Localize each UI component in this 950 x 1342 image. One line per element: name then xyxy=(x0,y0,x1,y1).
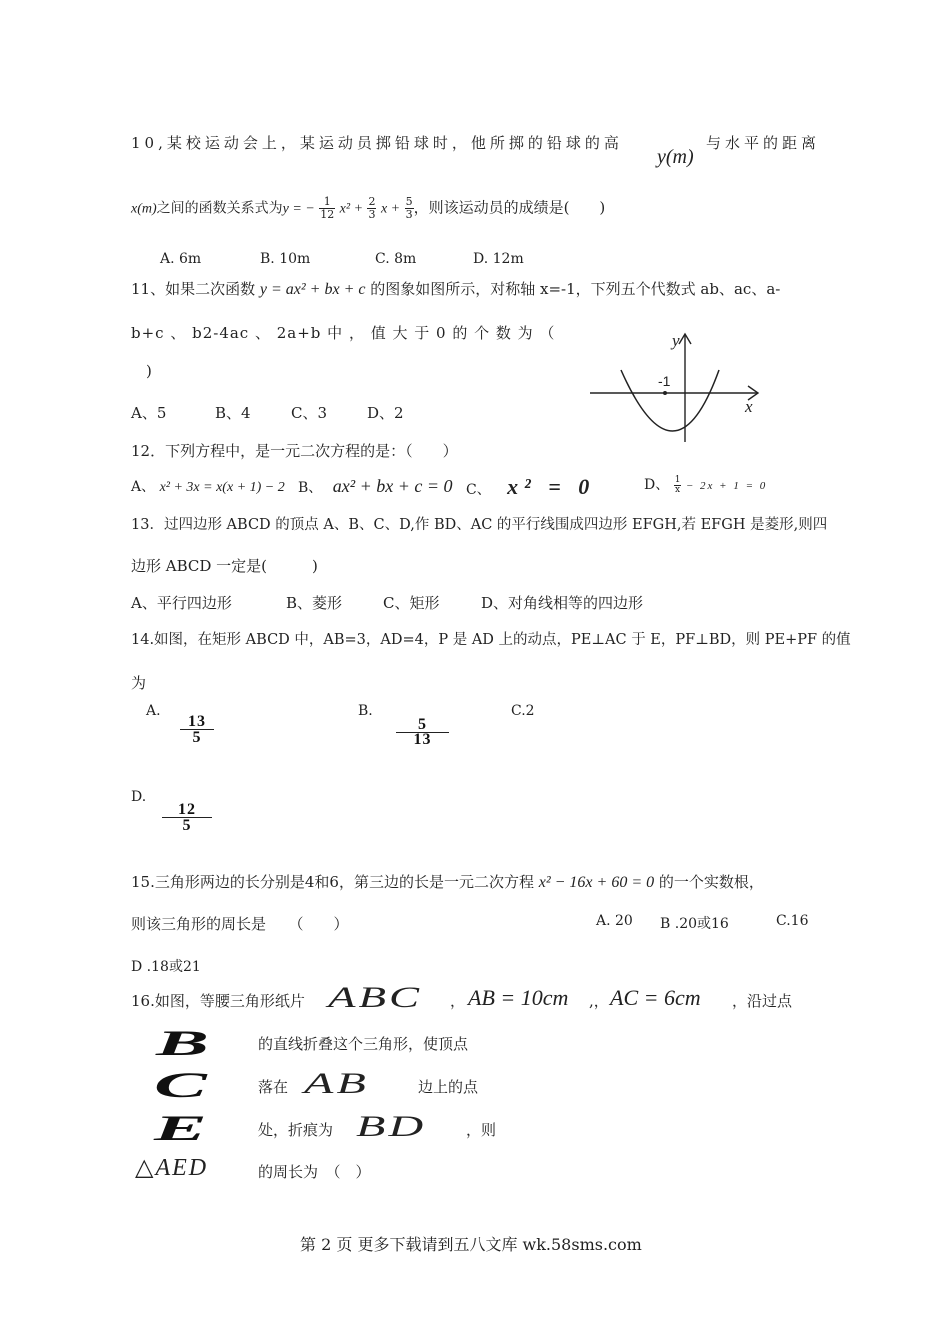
q16-text-b: ，沿过点 xyxy=(732,992,793,1010)
q10-x-variable: x(m) xyxy=(131,201,157,217)
q15-line1 xyxy=(131,871,764,892)
q15-option-d: D .18或21 xyxy=(131,959,201,975)
q12-line1: 12．下列方程中，是一元二次方程的是：（ ） xyxy=(131,442,458,460)
q16-triangle-abc: ABC xyxy=(328,981,423,1014)
q16-text-5: 的周长为 （ ） xyxy=(258,1163,371,1181)
q15-option-c: C.16 xyxy=(776,913,809,929)
q10-y-variable: y(m) xyxy=(657,146,694,168)
q12-d-label: D、 xyxy=(644,477,670,493)
q16-point-b: B xyxy=(156,1023,209,1063)
q13-option-d: D、对角线相等的四边形 xyxy=(481,594,644,612)
parabola-graph xyxy=(588,332,768,444)
q15-text-b: 的一个实数根， xyxy=(658,873,764,891)
symmetry-point xyxy=(663,391,667,395)
q16-text-4b: ，则 xyxy=(466,1121,497,1139)
q10-fraction-1: $\frac{1}{12}$ xyxy=(320,195,335,221)
q12-b-label: B、 xyxy=(298,480,323,496)
q16-point-c: C xyxy=(154,1065,207,1105)
q11-line2: b+c 、 b2-4ac 、 2a+b 中 ， 值 大 于 0 的 个 数 为 （ xyxy=(131,324,556,342)
q12-d-fraction: $\frac{1}{x}$ xyxy=(674,474,681,495)
q16-sep2: ,， xyxy=(589,992,609,1010)
q10-line1 xyxy=(131,132,623,153)
q16-text-2: 的直线折叠这个三角形，使顶点 xyxy=(258,1035,469,1053)
q11-text-a: 11、如果二次函数 xyxy=(131,280,256,298)
q14-option-d-fraction: $\frac{12}{5}$ xyxy=(162,802,212,833)
q13-option-b: B、菱形 xyxy=(286,594,343,612)
page-footer: 第 2 页 更多下载请到五八文库 wk.58sms.com xyxy=(300,1235,642,1254)
q15-equation: x² − 16x + 60 = 0 xyxy=(538,874,655,891)
q16-ac-equation: AC = 6cm xyxy=(610,985,701,1010)
q14-option-b-label: B. xyxy=(358,703,373,719)
q14-option-a-fraction: $\frac{13}{5}$ xyxy=(180,714,214,745)
q16-point-e: E xyxy=(154,1108,207,1148)
q15-line2: 则该三角形的周长是 （ ） xyxy=(131,915,349,933)
q10-fraction-3: $\frac{5}{3}$ xyxy=(405,195,413,221)
q12-options-d xyxy=(644,474,767,495)
q12-a-label: A、 xyxy=(131,479,156,495)
q14-option-d-label: D. xyxy=(131,789,147,805)
q14-line1: 14.如图，在矩形 ABCD 中，AB=3，AD=4，P 是 AD 上的动点，PE⊥AC 于 E，PF⊥BD，则 PE+PF 的值 xyxy=(131,632,851,648)
y-label: y xyxy=(672,332,680,350)
q16-text-4a: 处，折痕为 xyxy=(258,1121,334,1139)
q16-text-a: 16.如图，等腰三角形纸片 xyxy=(131,992,305,1010)
q11-line3: ) xyxy=(146,362,152,380)
q12-c-equation: x² = 0 xyxy=(507,474,596,499)
q12-options-a xyxy=(131,476,285,496)
q12-c-label: C、 xyxy=(466,482,491,498)
q10-eq-mid1: x² + xyxy=(339,201,364,217)
q16-ab-equation: AB = 10cm xyxy=(468,985,569,1010)
q11-option-c: C、3 xyxy=(291,404,328,422)
q11-option-a: A、5 xyxy=(131,404,167,422)
q16-text-3a: 落在 xyxy=(258,1078,289,1096)
q10-fraction-2: $\frac{2}{3}$ xyxy=(368,195,376,221)
q13-option-c: C、矩形 xyxy=(383,594,440,612)
q16-triangle-aed: △AED xyxy=(135,1155,209,1181)
q15-text-a: 15.三角形两边的长分别是4和6，第三边的长是一元二次方程 xyxy=(131,873,534,891)
q14-option-b-fraction: $\frac{5}{13}$ xyxy=(396,718,449,747)
q10-option-a: A. 6m xyxy=(160,251,202,267)
q13-option-a: A、平行四边形 xyxy=(131,594,232,612)
q16-text-3b: 边上的点 xyxy=(418,1078,479,1096)
q15-option-b: B .20或16 xyxy=(660,916,729,932)
q10-line2 xyxy=(131,196,605,221)
q11-option-b: B、4 xyxy=(215,404,251,422)
q10-line2-b: ，则该运动员的成绩是( ) xyxy=(413,198,606,217)
q10-option-d: D. 12m xyxy=(473,251,524,267)
q11-text-b: 的图象如图所示，对称轴 x=-1，下列五个代数式 ab、ac、a- xyxy=(370,280,781,298)
mark-label: -1 xyxy=(658,373,671,389)
q14-option-a-label: A. xyxy=(146,703,161,719)
q11-equation: y = ax² + bx + c xyxy=(259,281,366,298)
q16-fold-bd: BD xyxy=(356,1110,427,1143)
q16-segment-ab: AB xyxy=(304,1067,370,1100)
q15-option-a: A. 20 xyxy=(596,913,633,929)
q11-line1 xyxy=(131,278,780,299)
x-label: x xyxy=(745,397,753,416)
q10-text-a: 10,某校运动会上，某运动员掷铅球时，他所掷的铅球的高 xyxy=(131,134,623,152)
q11-option-d: D、2 xyxy=(367,404,404,422)
q12-d-equation: − 2x + 1 = 0 xyxy=(685,480,768,492)
q13-line1: 13．过四边形 ABCD 的顶点 A、B、C、D,作 BD、AC 的平行线围成四边形 EFGH,若 EFGH 是菱形,则四 xyxy=(131,517,828,533)
q14-option-c: C.2 xyxy=(511,703,535,719)
q10-line2-a: 之间的函数关系式为 xyxy=(156,200,283,217)
q10-eq-lhs: y = − xyxy=(282,201,315,217)
q10-option-c: C. 8m xyxy=(375,251,417,267)
q12-options-b xyxy=(298,476,453,497)
q12-a-equation: x² + 3x = x(x + 1) − 2 xyxy=(159,480,285,495)
q16-sep: ， xyxy=(450,992,466,1010)
q13-line2: 边形 ABCD 一定是( ) xyxy=(131,557,318,575)
q10-eq-mid2: x + xyxy=(380,201,401,217)
q12-options-c xyxy=(466,474,595,500)
q12-b-equation: ax² + bx + c = 0 xyxy=(332,476,453,496)
q14-line2: 为 xyxy=(131,674,147,692)
q10-option-b: B. 10m xyxy=(260,251,311,267)
q10-line1-end: 与水平的距离 xyxy=(706,134,821,152)
